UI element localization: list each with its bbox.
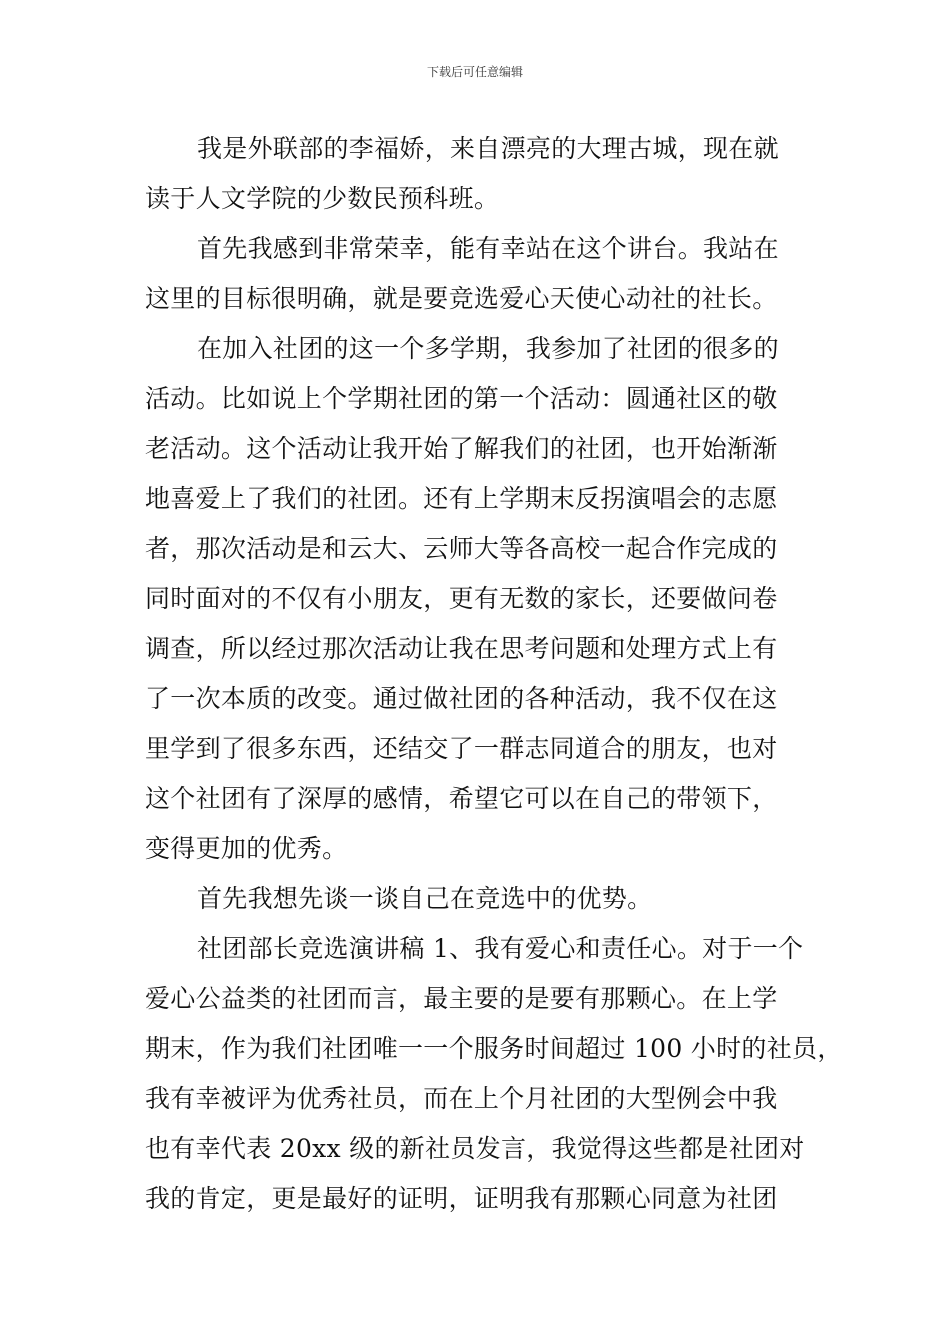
text-line: 了一次本质的改变。通过做社团的各种活动，我不仅在这 xyxy=(145,684,778,713)
text-line: 里学到了很多东西，还结交了一群志同道合的朋友，也对 xyxy=(145,734,778,763)
text-line: 期末，作为我们社团唯一一个服务时间超过 100 小时的社员， xyxy=(145,1034,843,1063)
text-line: 调查，所以经过那次活动让我在思考问题和处理方式上有 xyxy=(145,634,778,663)
text-line: 爱心公益类的社团而言，最主要的是要有那颗心。在上学 xyxy=(145,984,778,1013)
text-line: 者，那次活动是和云大、云师大等各高校一起合作完成的 xyxy=(145,534,778,563)
text-line: 这个社团有了深厚的感情，希望它可以在自己的带领下， xyxy=(145,784,778,813)
text-line: 读于人文学院的少数民预科班。 xyxy=(145,184,500,213)
text-line: 变得更加的优秀。 xyxy=(145,834,348,863)
document-body xyxy=(145,124,843,1224)
text-line: 首先我想先谈一谈自己在竞选中的优势。 xyxy=(197,884,653,913)
text-line: 在加入社团的这一个多学期，我参加了社团的很多的 xyxy=(197,334,779,363)
text-line: 地喜爱上了我们的社团。还有上学期末反拐演唱会的志愿 xyxy=(145,484,778,513)
text-line: 首先我感到非常荣幸，能有幸站在这个讲台。我站在 xyxy=(197,234,779,263)
text-line: 我是外联部的李福娇，来自漂亮的大理古城，现在就 xyxy=(197,134,779,163)
text-line: 老活动。这个活动让我开始了解我们的社团，也开始渐渐 xyxy=(145,434,778,463)
text-line: 我有幸被评为优秀社员，而在上个月社团的大型例会中我 xyxy=(145,1084,778,1113)
text-line: 也有幸代表 20xx 级的新社员发言，我觉得这些都是社团对 xyxy=(145,1134,805,1163)
text-line: 社团部长竞选演讲稿 1、我有爱心和责任心。对于一个 xyxy=(197,934,804,963)
text-line: 这里的目标很明确，就是要竞选爱心天使心动社的社长。 xyxy=(145,284,778,313)
text-line: 我的肯定，更是最好的证明，证明我有那颗心同意为社团 xyxy=(145,1184,778,1213)
text-line: 同时面对的不仅有小朋友，更有无数的家长，还要做问卷 xyxy=(145,584,778,613)
page-header: 下载后可任意编辑 xyxy=(426,65,523,79)
text-line: 活动。比如说上个学期社团的第一个活动：圆通社区的敬 xyxy=(145,384,778,413)
